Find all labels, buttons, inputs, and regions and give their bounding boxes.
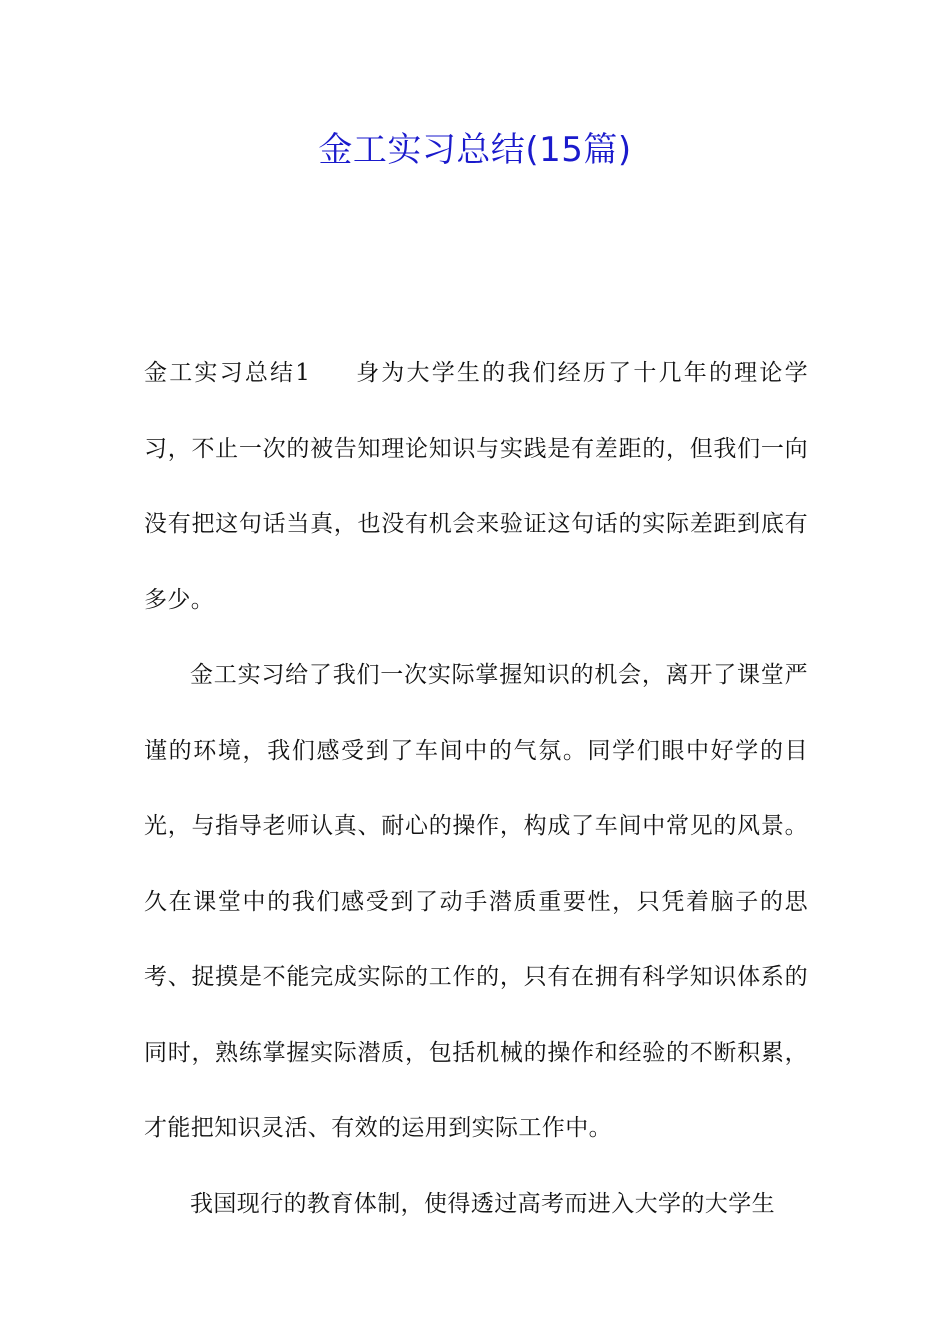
paragraph-2: 金工实习给了我们一次实际掌握知识的机会，离开了课堂严谨的环境，我们感受到了车间中的气氛。同学们眼中好学的目光，与指导老师认真、耐心的操作，构成了车间中常见的风景。久在课堂中的我们感受到了动手潜质重要性，只凭着脑子的思考、捉摸是不能完成实际的工作的，只有在拥有科学知识体系的同时，熟练掌握实际潜质，包括机械的操作和经验的不断积累，才能把知识灵活、有效的运用到实际工作中。 [144, 662, 808, 1141]
paragraph-1-text: 身为大学生的我们经历了十几年的理论学习，不止一次的被告知理论知识与实践是有差距的，但我们一向没有把这句话当真，也没有机会来验证这句话的实际差距到底有多少。 [144, 360, 809, 613]
paragraph-3: 我国现行的教育体制，使得透过高考而进入大学的大学生 [190, 1190, 775, 1217]
document-body [144, 336, 808, 1242]
section-heading: 金工实习总结1 [144, 360, 311, 386]
document-title: 金工实习总结(15篇) [318, 130, 632, 170]
paragraph-1 [144, 336, 808, 638]
